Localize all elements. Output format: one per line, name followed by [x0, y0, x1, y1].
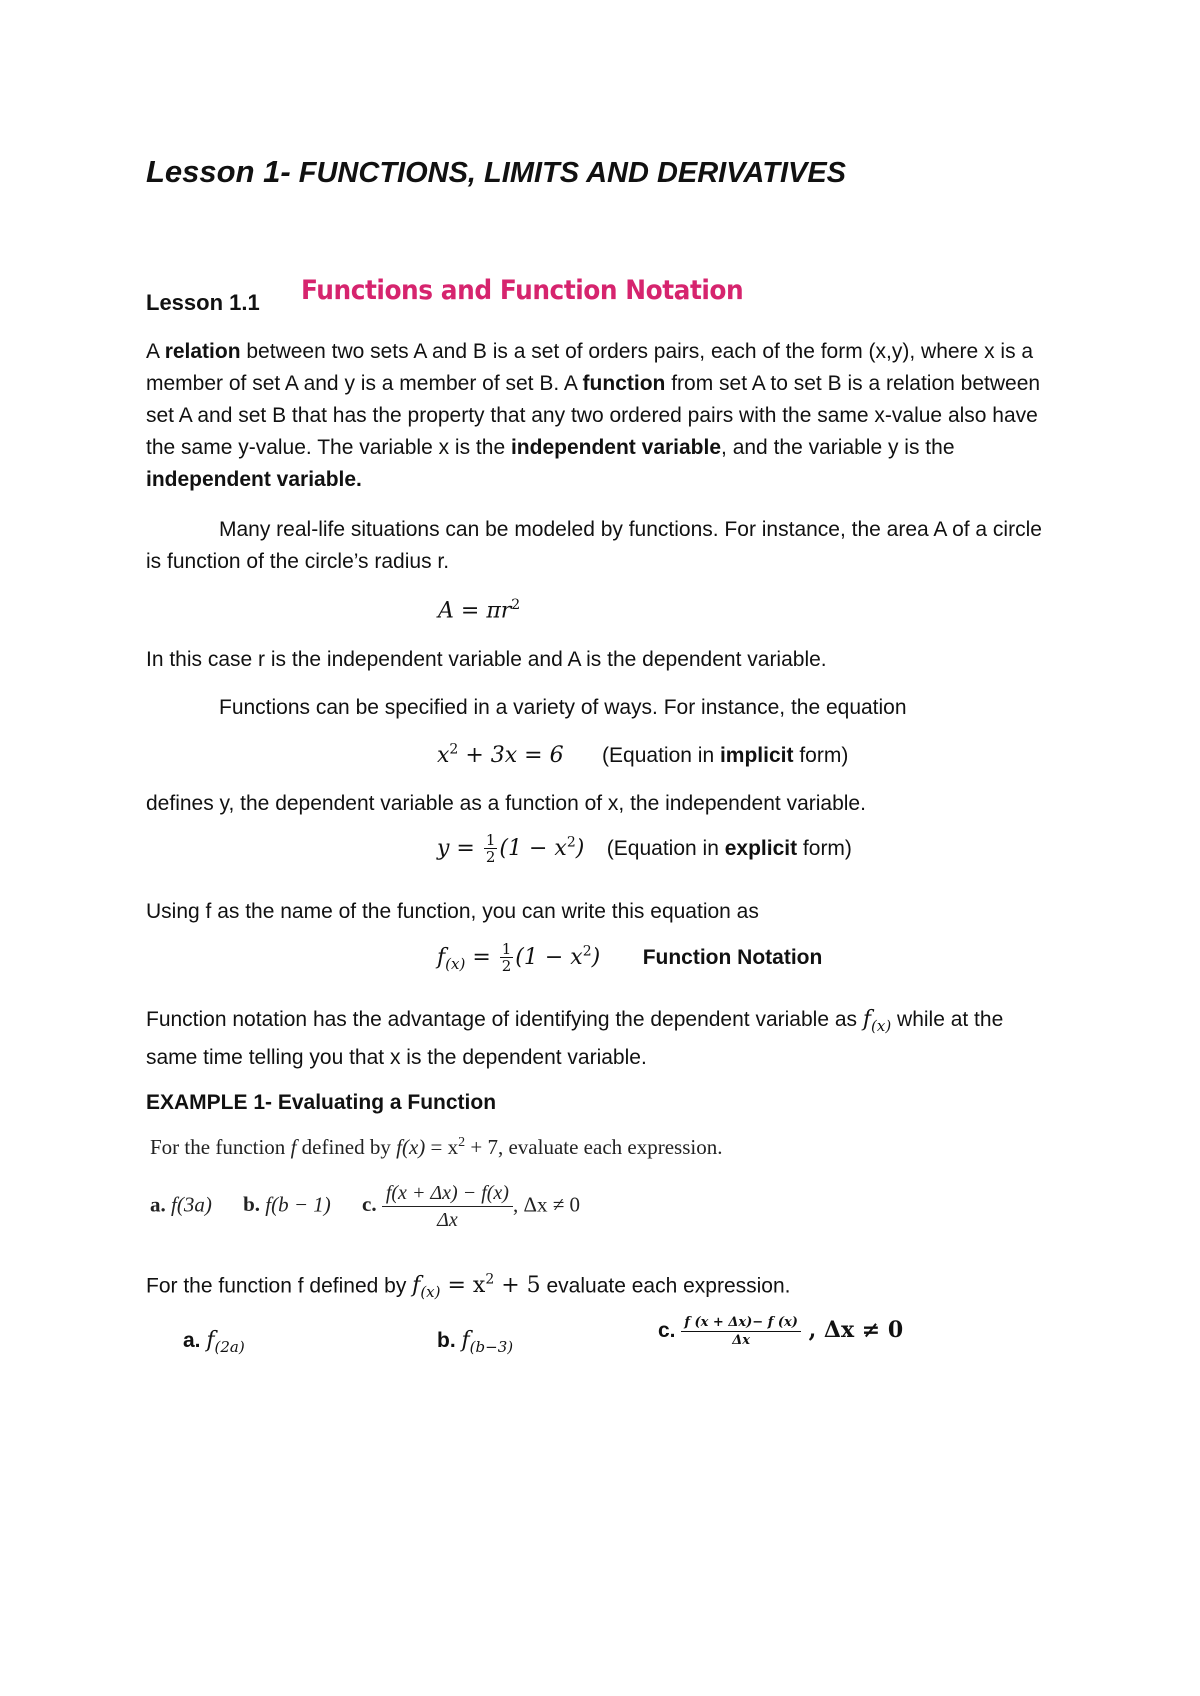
definition-paragraph: A relation between two sets A and B is a set of orders pairs, each of the form (x,y), where x is a member of set A and y is a member of set B. A function from set A to set B is a relation between set A and set B that has the property that any two ordered pairs with the same x-value also have the same y-value. The variable x is the independent variable, and the variable y is the independent variable. [146, 340, 1041, 491]
exercise-instruction: For the function f defined by $f_{(x)} = x^2 + 5$ evaluate each expression. [146, 1272, 791, 1302]
explicit-equation: y = $\frac{1}{2}$ $(1 - x^2)$ (Equation in explicit form) [437, 831, 852, 866]
defines-paragraph: defines y, the dependent variable as a function of x, the independent variable. [146, 792, 866, 815]
variable-paragraph: In this case r is the independent variable and A is the dependent variable. [146, 648, 827, 671]
area-paragraph: Many real-life situations can be modeled by functions. For instance, the area A of a circle is function of the circle’s radius r. [146, 518, 1042, 573]
section-heading: Functions and Function Notation [301, 275, 744, 306]
implicit-equation: $x^2 + 3x = 6$ (Equation in implicit form) [437, 741, 849, 768]
lesson-title: Lesson 1- FUNCTIONS, LIMITS AND DERIVATIVES [146, 154, 847, 189]
specification-paragraph: Functions can be specified in a variety of ways. For instance, the equation [219, 696, 907, 719]
example-heading: EXAMPLE 1- Evaluating a Function [146, 1091, 497, 1114]
notation-equation: $f_{(x)}$ = $\frac{1}{2}$ $(1 - x^2)$ Function Notation [437, 940, 823, 975]
notation-advantage-paragraph: Function notation has the advantage of identifying the dependent variable as $f_{(x)}$ while at the same time telling you that x is the dependent variable. [146, 1007, 1004, 1069]
area-equation: $A = \pi r^2$ [438, 597, 521, 624]
exercise-item-b: b. $f_{(b-3)}$ [437, 1328, 514, 1356]
textbook-instruction: For the function f defined by $f(x) = x^2 + 7$, evaluate each expression. [150, 1135, 723, 1159]
lesson-number: Lesson 1.1 [146, 290, 260, 315]
textbook-items: a. f(3a) b. f(b − 1) c. $\frac{f(x + \Delta x) - f(x)}{\Delta x}$ , Δx ≠ 0 [150, 1182, 580, 1231]
exercise-item-c: c. $\frac{f (x + \Delta x)- f (x)}{\Delta x}$ , Δx ≠ 0 [658, 1315, 904, 1348]
using-f-paragraph: Using f as the name of the function, you can write this equation as [146, 900, 759, 923]
exercise-item-a: a. $f_{(2a)}$ [183, 1328, 245, 1356]
